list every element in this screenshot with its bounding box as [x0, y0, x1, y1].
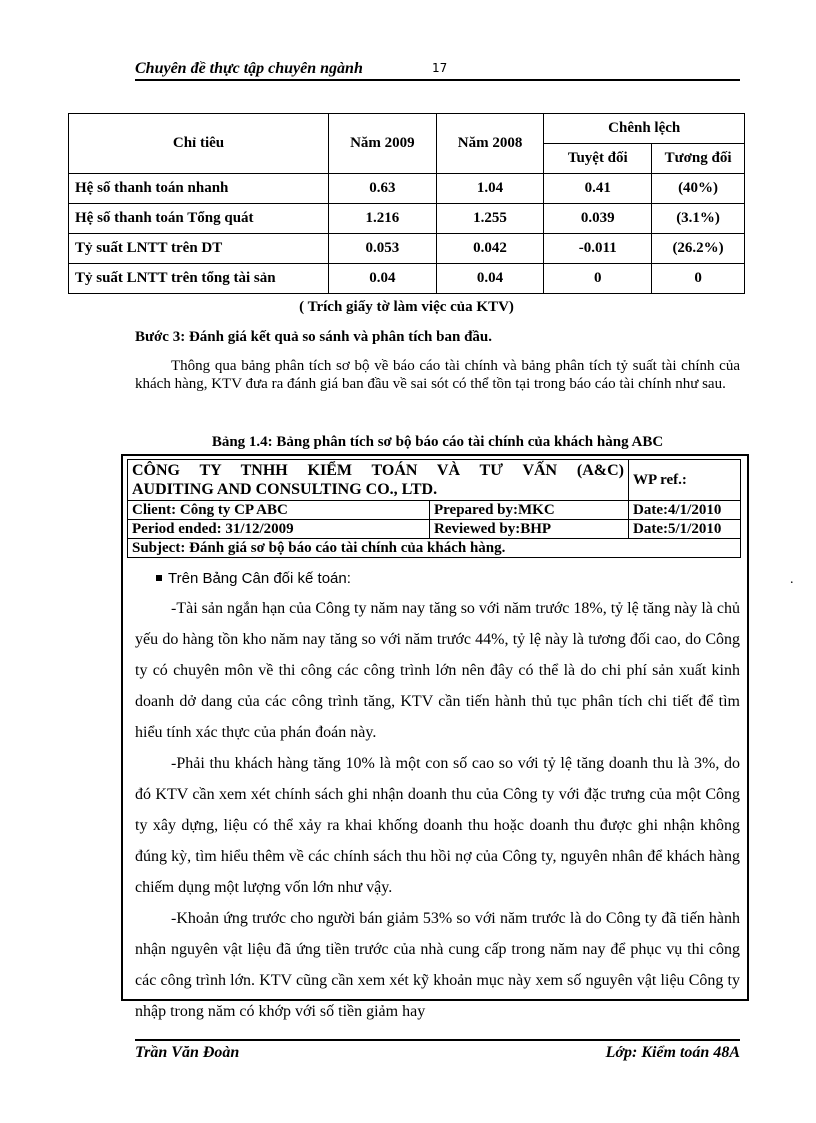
- bullet-text: Trên Bảng Cân đối kế toán:: [168, 570, 351, 587]
- row-name: Hệ số thanh toán Tổng quát: [69, 204, 329, 234]
- col-header-2009: Năm 2009: [329, 114, 437, 174]
- working-paper-header: [127, 459, 741, 558]
- page-header: [135, 58, 740, 82]
- company-name-vn: CÔNG TY TNHH KIỂM TOÁN VÀ TƯ VẤN (A&C): [132, 462, 624, 479]
- step3-heading: Bước 3: Đánh giá kết quả so sánh và phân tích ban đầu.: [135, 329, 492, 345]
- table-row: [69, 264, 745, 294]
- period-ended: Period ended: 31/12/2009: [128, 520, 430, 539]
- col-header-relative: Tương đối: [652, 144, 745, 174]
- cell-absolute: 0: [544, 264, 652, 294]
- cell-relative: 0: [652, 264, 745, 294]
- analysis-paragraph: -Tài sản ngắn hạn của Công ty năm nay tăng so với năm trước 18%, tỷ lệ tăng này là chủ yếu do hàng tồn kho năm nay tăng so với năm trước 44%, tỷ lệ này là tương đối cao, do Công ty có chuyên môn về thi công các công trình lớn nên đây có thể là do chi phí sản xuất kinh doanh dở dang của các công trình tăng, KTV cần tiến hành thủ tục phân tích chi tiết để tìm hiểu tính xác thực của phán đoán này.: [135, 600, 740, 741]
- analysis-body: [135, 593, 740, 1027]
- company-name-en: AUDITING AND CONSULTING CO., LTD.: [132, 481, 438, 498]
- table-row: [69, 234, 745, 264]
- cell-2008: 0.042: [436, 234, 544, 264]
- footer-divider: [135, 1039, 740, 1041]
- table-caption: Bảng 1.4: Bảng phân tích sơ bộ báo cáo tài chính của khách hàng ABC: [211, 434, 664, 450]
- step3-paragraph: Thông qua bảng phân tích sơ bộ về báo cáo tài chính và bảng phân tích tỷ suất tài chính của khách hàng, KTV đưa ra đánh giá ban đầu về sai sót có thể tồn tại trong báo cáo tài chính như sau.: [135, 358, 740, 392]
- row-name: Tỷ suất LNTT trên tổng tài sản: [69, 264, 329, 294]
- cell-2009: 0.053: [329, 234, 437, 264]
- square-bullet-icon: [156, 575, 162, 581]
- cell-absolute: 0.039: [544, 204, 652, 234]
- col-header-difference: Chênh lệch: [544, 114, 745, 144]
- balance-sheet-bullet: [156, 570, 351, 587]
- table-source: ( Trích giấy tờ làm việc của KTV): [299, 299, 514, 315]
- footer-class: Lớp: Kiểm toán 48A: [605, 1044, 740, 1061]
- row-name: Hệ số thanh toán nhanh: [69, 174, 329, 204]
- cell-absolute: -0.011: [544, 234, 652, 264]
- prepared-by: Prepared by:MKC: [430, 501, 629, 520]
- cell-absolute: 0.41: [544, 174, 652, 204]
- cell-2008: 1.04: [436, 174, 544, 204]
- wp-ref: WP ref.:: [629, 460, 741, 501]
- date-reviewed: Date:5/1/2010: [629, 520, 741, 539]
- cell-2009: 0.04: [329, 264, 437, 294]
- cell-relative: (40%): [652, 174, 745, 204]
- ratio-table: [68, 113, 745, 294]
- reviewed-by: Reviewed by:BHP: [430, 520, 629, 539]
- cell-relative: (26.2%): [652, 234, 745, 264]
- table-row: [69, 174, 745, 204]
- table-row: [69, 204, 745, 234]
- analysis-paragraph: -Phải thu khách hàng tăng 10% là một con số cao so với tỷ lệ tăng doanh thu là 3%, do đó KTV cần xem xét chính sách ghi nhận doanh thu của Công ty với đặc trưng của một Công ty xây dựng, liệu có thể xảy ra khai khống doanh thu hoặc doanh thu được ghi nhận không đúng kỳ, tìm hiểu thêm về các chính sách thu hồi nợ của Công ty, nguyên nhân để khách hàng chiếm dụng một lượng vốn lớn như vậy.: [135, 755, 740, 896]
- subject: Subject: Đánh giá sơ bộ báo cáo tài chính của khách hàng.: [128, 539, 741, 558]
- cell-2009: 0.63: [329, 174, 437, 204]
- col-header-2008: Năm 2008: [436, 114, 544, 174]
- row-name: Tỷ suất LNTT trên DT: [69, 234, 329, 264]
- col-header-absolute: Tuyệt đối: [544, 144, 652, 174]
- footer-author: Trần Văn Đoàn: [135, 1044, 240, 1061]
- col-header-indicator: Chỉ tiêu: [69, 114, 329, 174]
- cell-2008: 0.04: [436, 264, 544, 294]
- page-number: 17: [432, 61, 448, 75]
- cell-2009: 1.216: [329, 204, 437, 234]
- company-name: [128, 460, 629, 501]
- date-prepared: Date:4/1/2010: [629, 501, 741, 520]
- cell-2008: 1.255: [436, 204, 544, 234]
- header-divider: [135, 79, 740, 81]
- cell-relative: (3.1%): [652, 204, 745, 234]
- document-title: Chuyên đề thực tập chuyên ngành: [135, 60, 363, 77]
- client: Client: Công ty CP ABC: [128, 501, 430, 520]
- stray-mark: .: [790, 572, 794, 587]
- analysis-paragraph: -Khoản ứng trước cho người bán giảm 53% so với năm trước là do Công ty đã tiến hành nhận nguyên vật liệu đã ứng tiền trước của nhà cung cấp trong năm nay để phục vụ thi công các công trình lớn. KTV cũng cần xem xét kỹ khoản mục này xem số nguyên vật liệu Công ty nhập trong năm có khớp với số tiền giảm hay: [135, 910, 740, 1020]
